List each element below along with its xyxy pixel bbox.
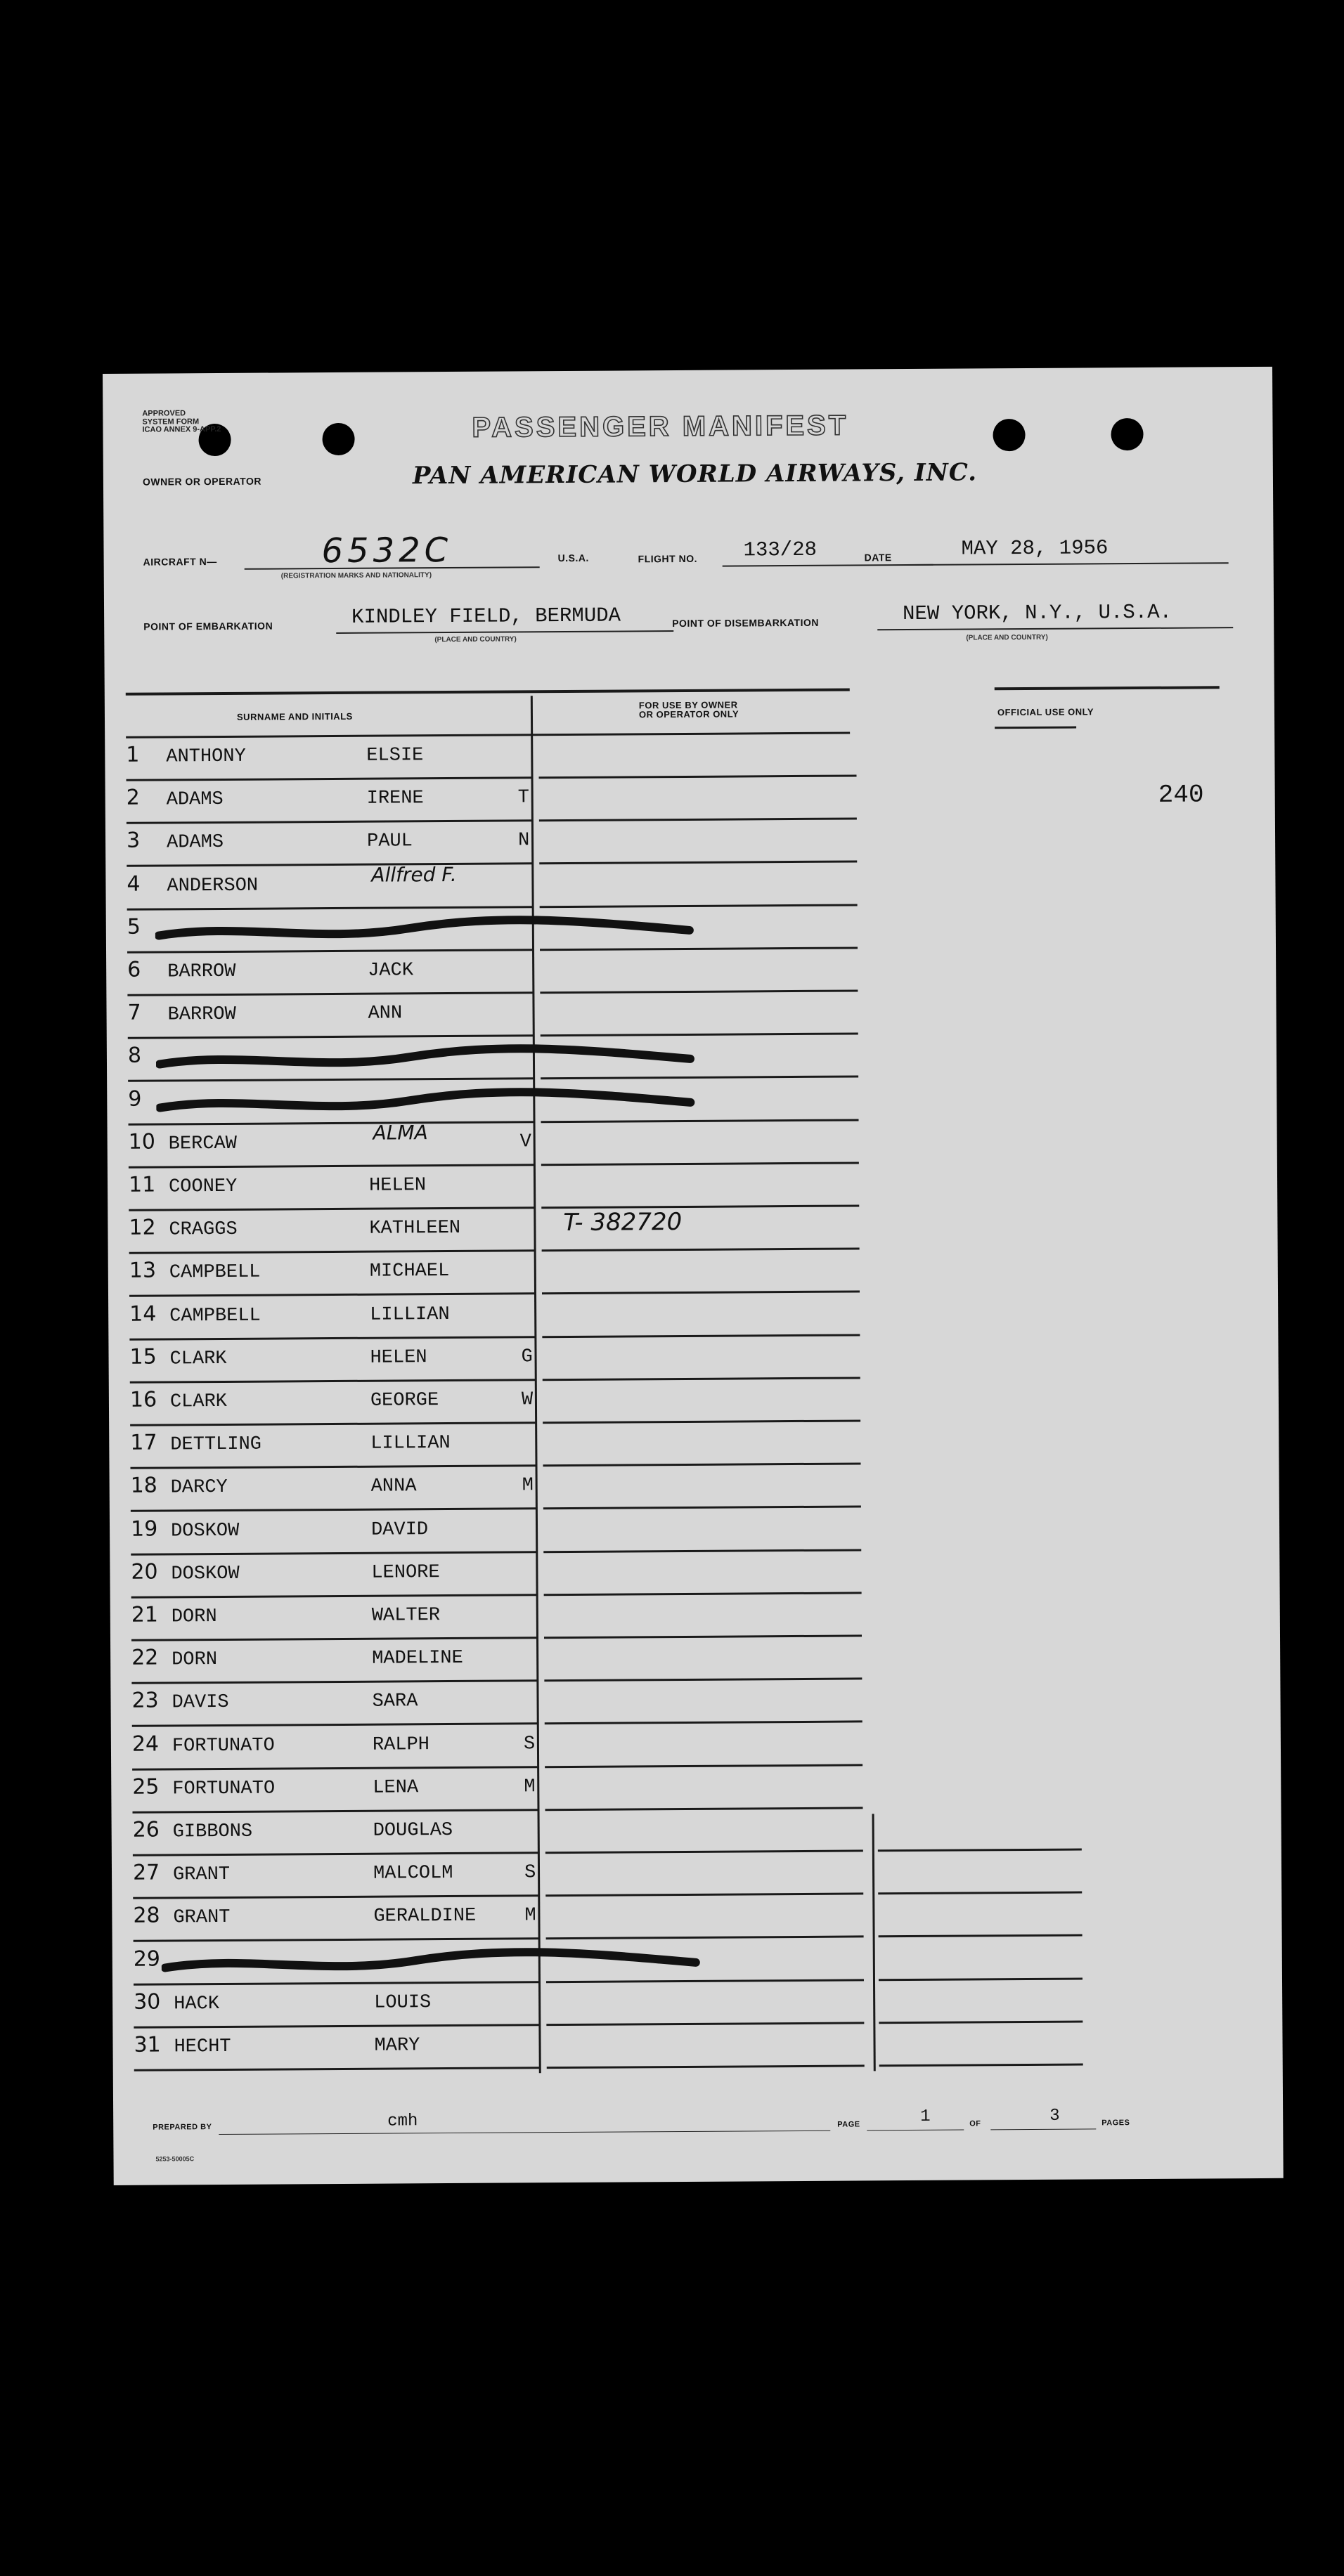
passenger-surname: FORTUNATO — [172, 1778, 276, 1800]
row-number: 17 — [130, 1430, 157, 1455]
table-row — [134, 1979, 1258, 2029]
prepared-by-label: PREPARED BY — [153, 2123, 212, 2132]
row-number: 25 — [132, 1774, 160, 1800]
row-number: 7 — [127, 1000, 141, 1025]
embark-label: POINT OF EMBARKATION — [143, 620, 273, 632]
punch-hole — [993, 419, 1025, 451]
passenger-given-name: ELSIE — [366, 745, 424, 767]
table-row — [126, 731, 1251, 781]
row-number: 16 — [129, 1387, 157, 1412]
passenger-surname: BARROW — [167, 1004, 236, 1026]
passenger-surname: DETTLING — [170, 1433, 262, 1456]
passenger-surname: GRANT — [172, 1864, 231, 1886]
passenger-surname: DOSKOW — [171, 1563, 240, 1585]
passenger-initial: G — [521, 1346, 533, 1368]
official-header-rule — [995, 727, 1076, 729]
pages-label: PAGES — [1101, 2119, 1130, 2128]
redaction-scribble — [162, 1944, 738, 1983]
table-row — [132, 1764, 1257, 1814]
table-row — [129, 1334, 1254, 1384]
passenger-given-name: LILLIAN — [370, 1303, 450, 1326]
table-top-rule — [126, 689, 850, 696]
passenger-given-name: LENORE — [371, 1561, 440, 1584]
passenger-surname: DORN — [171, 1606, 217, 1628]
table-row — [133, 1892, 1258, 1942]
disembark-label: POINT OF DISEMBARKATION — [672, 616, 820, 630]
passenger-given-name: GERALDINE — [373, 1906, 477, 1928]
table-row — [127, 817, 1251, 867]
passenger-given-name: WALTER — [371, 1605, 441, 1627]
passenger-surname: COONEY — [168, 1176, 238, 1198]
disembark-caption: (PLACE AND COUNTRY) — [966, 633, 1048, 642]
table-row — [130, 1419, 1255, 1469]
passenger-surname: BERCAW — [168, 1133, 238, 1155]
passenger-given-name: MADELINE — [372, 1648, 463, 1670]
page-number: 1 — [920, 2107, 931, 2126]
prepared-by: cmh — [387, 2112, 418, 2131]
passenger-surname: CRAGGS — [169, 1219, 238, 1241]
passenger-surname: GIBBONS — [172, 1821, 253, 1843]
official-column-header: OFFICIAL USE ONLY — [997, 706, 1094, 718]
passenger-initial: V — [519, 1131, 531, 1153]
disembark-line — [877, 627, 1233, 630]
passenger-initial: M — [524, 1776, 536, 1798]
form-code: 5253-50005C — [155, 2155, 195, 2163]
table-row — [131, 1462, 1255, 1512]
passenger-given-name: LENA — [373, 1777, 419, 1799]
redaction-scribble — [156, 1084, 732, 1123]
row-number: 2 — [126, 785, 140, 810]
table-row — [129, 1291, 1254, 1341]
passenger-given-name: DAVID — [370, 1518, 429, 1541]
passenger-given-name: MICHAEL — [369, 1261, 450, 1283]
passenger-initial: N — [517, 830, 530, 852]
flight-date: MAY 28, 1956 — [961, 536, 1109, 561]
passenger-given-name: SARA — [372, 1691, 418, 1713]
row-rule-owner — [547, 2064, 865, 2069]
passenger-given-name: GEORGE — [370, 1390, 439, 1412]
table-row — [134, 1936, 1258, 1986]
row-number: 29 — [133, 1946, 161, 1972]
passenger-surname: FORTUNATO — [172, 1735, 275, 1757]
table-row — [127, 774, 1251, 824]
passenger-given-name: HELEN — [370, 1347, 427, 1369]
prepared-line — [219, 2131, 830, 2135]
redaction-scribble — [155, 912, 732, 951]
page-label: PAGE — [837, 2120, 860, 2129]
company-name: PAN AMERICAN WORLD AIRWAYS, INC. — [412, 458, 978, 490]
row-number: 18 — [130, 1473, 157, 1499]
flight-line — [723, 564, 933, 567]
row-number: 9 — [128, 1086, 142, 1112]
passenger-surname: CAMPBELL — [169, 1305, 261, 1327]
date-label: DATE — [864, 552, 892, 564]
passenger-given-name: RALPH — [372, 1733, 430, 1756]
handwritten-name: ALMA — [373, 1120, 428, 1145]
aircraft-number: 6532C — [321, 530, 453, 571]
disembark-place: NEW YORK, N.Y., U.S.A. — [903, 600, 1172, 626]
passenger-given-name: ANNA — [370, 1476, 417, 1498]
row-number: 5 — [127, 914, 141, 939]
nationality: U.S.A. — [557, 552, 589, 564]
row-number: 27 — [132, 1860, 160, 1885]
passenger-surname: DOSKOW — [170, 1520, 240, 1542]
passenger-given-name: HELEN — [368, 1175, 427, 1197]
passenger-surname: DAVIS — [172, 1692, 229, 1714]
table-row — [131, 1549, 1255, 1599]
row-rule — [134, 2067, 540, 2071]
table-row — [127, 989, 1252, 1039]
passenger-surname: CLARK — [169, 1348, 227, 1370]
owner-column-header: FOR USE BY OWNER OR OPERATOR ONLY — [638, 699, 739, 720]
total-pages: 3 — [1049, 2106, 1060, 2126]
passenger-surname: CLARK — [169, 1391, 228, 1413]
flight-number: 133/28 — [743, 538, 818, 562]
table-row — [129, 1162, 1253, 1211]
row-number: 19 — [130, 1516, 158, 1542]
approval-stamp: APPROVED SYSTEM FORM ICAO ANNEX 9-APP.2 — [142, 409, 221, 434]
passenger-surname: HACK — [174, 1993, 220, 2015]
passenger-given-name: ANN — [368, 1003, 403, 1024]
embark-caption: (PLACE AND COUNTRY) — [434, 635, 517, 644]
passenger-surname: ADAMS — [166, 832, 224, 854]
row-number: 15 — [129, 1344, 157, 1370]
redaction-scribble — [156, 1041, 732, 1080]
passenger-given-name: KATHLEEN — [369, 1218, 461, 1240]
passenger-initial: T — [517, 787, 529, 809]
passenger-surname: ANDERSON — [167, 875, 259, 897]
table-row — [128, 1076, 1253, 1126]
embark-place: KINDLEY FIELD, BERMUDA — [351, 604, 621, 629]
flight-label: FLIGHT NO. — [638, 552, 697, 565]
row-number: 4 — [127, 871, 141, 897]
passenger-surname: GRANT — [173, 1907, 231, 1929]
table-row — [133, 1807, 1258, 1856]
row-number: 13 — [129, 1258, 157, 1284]
passenger-given-name: DOUGLAS — [373, 1819, 453, 1842]
page-line — [867, 2130, 964, 2131]
passenger-initial: M — [522, 1475, 534, 1497]
date-line — [905, 562, 1229, 566]
table-row — [127, 904, 1252, 954]
pages-line — [990, 2128, 1096, 2130]
passenger-surname: DARCY — [170, 1477, 228, 1499]
aircraft-label: AIRCRAFT N— — [143, 556, 217, 568]
row-number: 11 — [128, 1172, 156, 1197]
row-number: 31 — [134, 2032, 161, 2057]
passenger-given-name: MARY — [374, 2035, 420, 2057]
row-number: 23 — [131, 1688, 159, 1714]
row-number: 24 — [131, 1731, 160, 1757]
table-row — [129, 1204, 1253, 1254]
passenger-surname: HECHT — [174, 2036, 231, 2058]
passenger-given-name: MALCOLM — [373, 1863, 453, 1885]
row-number: 21 — [131, 1602, 159, 1627]
table-row — [131, 1677, 1256, 1727]
passenger-surname: ADAMS — [166, 789, 224, 811]
owner-label: OWNER OR OPERATOR — [142, 475, 261, 488]
punch-hole — [322, 423, 354, 455]
table-row — [127, 861, 1251, 911]
passenger-surname: DORN — [172, 1649, 218, 1671]
official-number: 240 — [1158, 780, 1204, 809]
embark-line — [336, 630, 673, 634]
row-rule-official — [879, 2064, 1083, 2067]
row-number: 22 — [131, 1645, 159, 1670]
form-title: PASSENGER MANIFEST — [472, 410, 849, 443]
manifest-sheet — [103, 367, 1284, 2185]
punch-hole — [1111, 418, 1143, 450]
handwritten-name: Allfred F. — [371, 862, 457, 887]
row-number: 10 — [128, 1129, 155, 1154]
table-row — [128, 1032, 1253, 1082]
row-number: 28 — [133, 1903, 160, 1929]
row-number: 14 — [129, 1301, 157, 1327]
table-row — [131, 1506, 1255, 1556]
table-row — [131, 1592, 1256, 1641]
row-number: 8 — [127, 1043, 142, 1069]
passenger-initial: S — [523, 1733, 536, 1755]
table-row — [133, 1849, 1258, 1899]
passenger-given-name: LILLIAN — [370, 1433, 451, 1455]
row-number: 20 — [131, 1559, 158, 1585]
table-row — [130, 1377, 1255, 1426]
table-row — [134, 2022, 1258, 2071]
row-number: 26 — [132, 1817, 160, 1842]
registration-caption: (REGISTRATION MARKS AND NATIONALITY) — [280, 571, 432, 580]
passenger-initial: W — [521, 1389, 534, 1411]
table-row — [129, 1247, 1254, 1297]
passenger-given-name: JACK — [368, 960, 414, 982]
passenger-surname: ANTHONY — [166, 746, 246, 768]
passenger-given-name: LOUIS — [374, 1991, 432, 2014]
of-label: OF — [969, 2119, 981, 2128]
table-row — [127, 947, 1252, 996]
row-number: 1 — [126, 742, 140, 767]
row-number: 30 — [134, 1989, 161, 2015]
passenger-surname: CAMPBELL — [169, 1262, 261, 1284]
row-number: 3 — [126, 828, 141, 854]
handwritten-note: T- 382720 — [563, 1208, 683, 1237]
passenger-given-name: IRENE — [366, 788, 424, 809]
passenger-given-name: PAUL — [366, 831, 413, 853]
table-row — [132, 1721, 1257, 1771]
table-row — [129, 1119, 1253, 1169]
passenger-surname: BARROW — [167, 961, 236, 983]
passenger-initial: M — [524, 1905, 536, 1927]
passenger-initial: S — [524, 1862, 536, 1884]
official-top-rule — [995, 686, 1220, 690]
row-number: 6 — [127, 957, 141, 982]
table-row — [131, 1634, 1256, 1684]
surname-column-header: SURNAME AND INITIALS — [236, 710, 353, 722]
row-number: 12 — [129, 1215, 156, 1240]
